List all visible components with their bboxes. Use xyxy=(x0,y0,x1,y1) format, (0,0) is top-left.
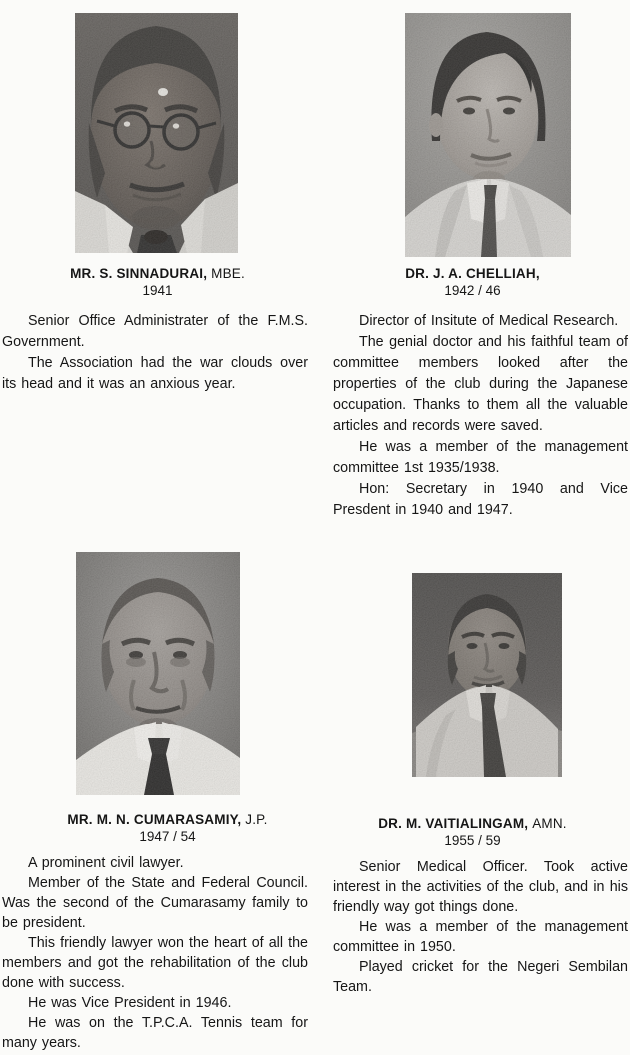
profile-cumarasamiy xyxy=(0,552,315,1053)
profile-name xyxy=(0,265,315,282)
profile-honorific: MBE. xyxy=(211,266,245,281)
profile-years: 1942 / 46 xyxy=(444,283,501,298)
profile-years: 1955 / 59 xyxy=(444,833,501,848)
bio-paragraph: Director of Insitute of Medical Research. xyxy=(359,313,619,329)
profile-name-text: DR. J. A. CHELLIAH, xyxy=(405,266,540,281)
profile-bio xyxy=(0,311,315,395)
profile-name-text: DR. M. VAITIALINGAM, xyxy=(378,816,529,831)
profile-name xyxy=(10,811,325,828)
bio-paragraph: Hon: Secretary in 1940 and Vice Presdent in 1940 and 1947. xyxy=(333,481,628,518)
portrait-photo-vaitialingam xyxy=(412,573,562,777)
bio-paragraph: The Association had the war clouds over its head and it was an anxious year. xyxy=(2,355,308,392)
profile-honorific: AMN. xyxy=(532,816,567,831)
profile-name xyxy=(315,815,630,832)
bio-paragraph: Member of the State and Federal Council. Was the second of the Cumarasamy family to be president. xyxy=(2,875,308,931)
portrait-photo-cumarasamiy xyxy=(76,552,240,795)
profile-chelliah xyxy=(315,13,630,521)
portrait-photo-sinnadurai xyxy=(75,13,238,253)
bio-paragraph: This friendly lawyer won the heart of all the members and got the rehabilitation of the club done with success. xyxy=(2,935,308,991)
bio-paragraph: Senior Medical Officer. Took active interest in the activities of the club, and in his friendly way got things done. xyxy=(333,859,628,915)
profile-bio xyxy=(315,311,630,521)
profile-name xyxy=(315,265,630,282)
profile-name-text: MR. M. N. CUMARASAMIY, xyxy=(67,812,242,827)
bio-paragraph: A prominent civil lawyer. xyxy=(28,855,184,871)
portrait-photo-chelliah xyxy=(405,13,571,257)
profile-sinnadurai xyxy=(0,13,315,395)
bio-paragraph: The genial doctor and his faithful team of committee members looked after the properties of the club during the Japanese occupation. Thanks to them all the valuable articles and records were saved. xyxy=(333,334,628,434)
bio-paragraph: He was a member of the management committee 1st 1935/1938. xyxy=(333,439,628,476)
profile-name-text: MR. S. SINNADURAI, xyxy=(70,266,208,281)
profile-years: 1947 / 54 xyxy=(139,829,196,844)
profile-bio xyxy=(0,853,315,1053)
profile-vaitialingam xyxy=(315,573,630,997)
profile-bio xyxy=(315,857,630,997)
bio-paragraph: Played cricket for the Negeri Sembilan Team. xyxy=(333,959,628,995)
profile-years: 1941 xyxy=(142,283,173,298)
profile-honorific: J.P. xyxy=(245,812,268,827)
bio-paragraph: He was a member of the management committee in 1950. xyxy=(333,919,628,955)
bio-paragraph: He was Vice President in 1946. xyxy=(28,995,232,1011)
bio-paragraph: Senior Office Administrater of the F.M.S. Government. xyxy=(2,313,308,350)
bio-paragraph: He was on the T.P.C.A. Tennis team for many years. xyxy=(2,1015,308,1051)
